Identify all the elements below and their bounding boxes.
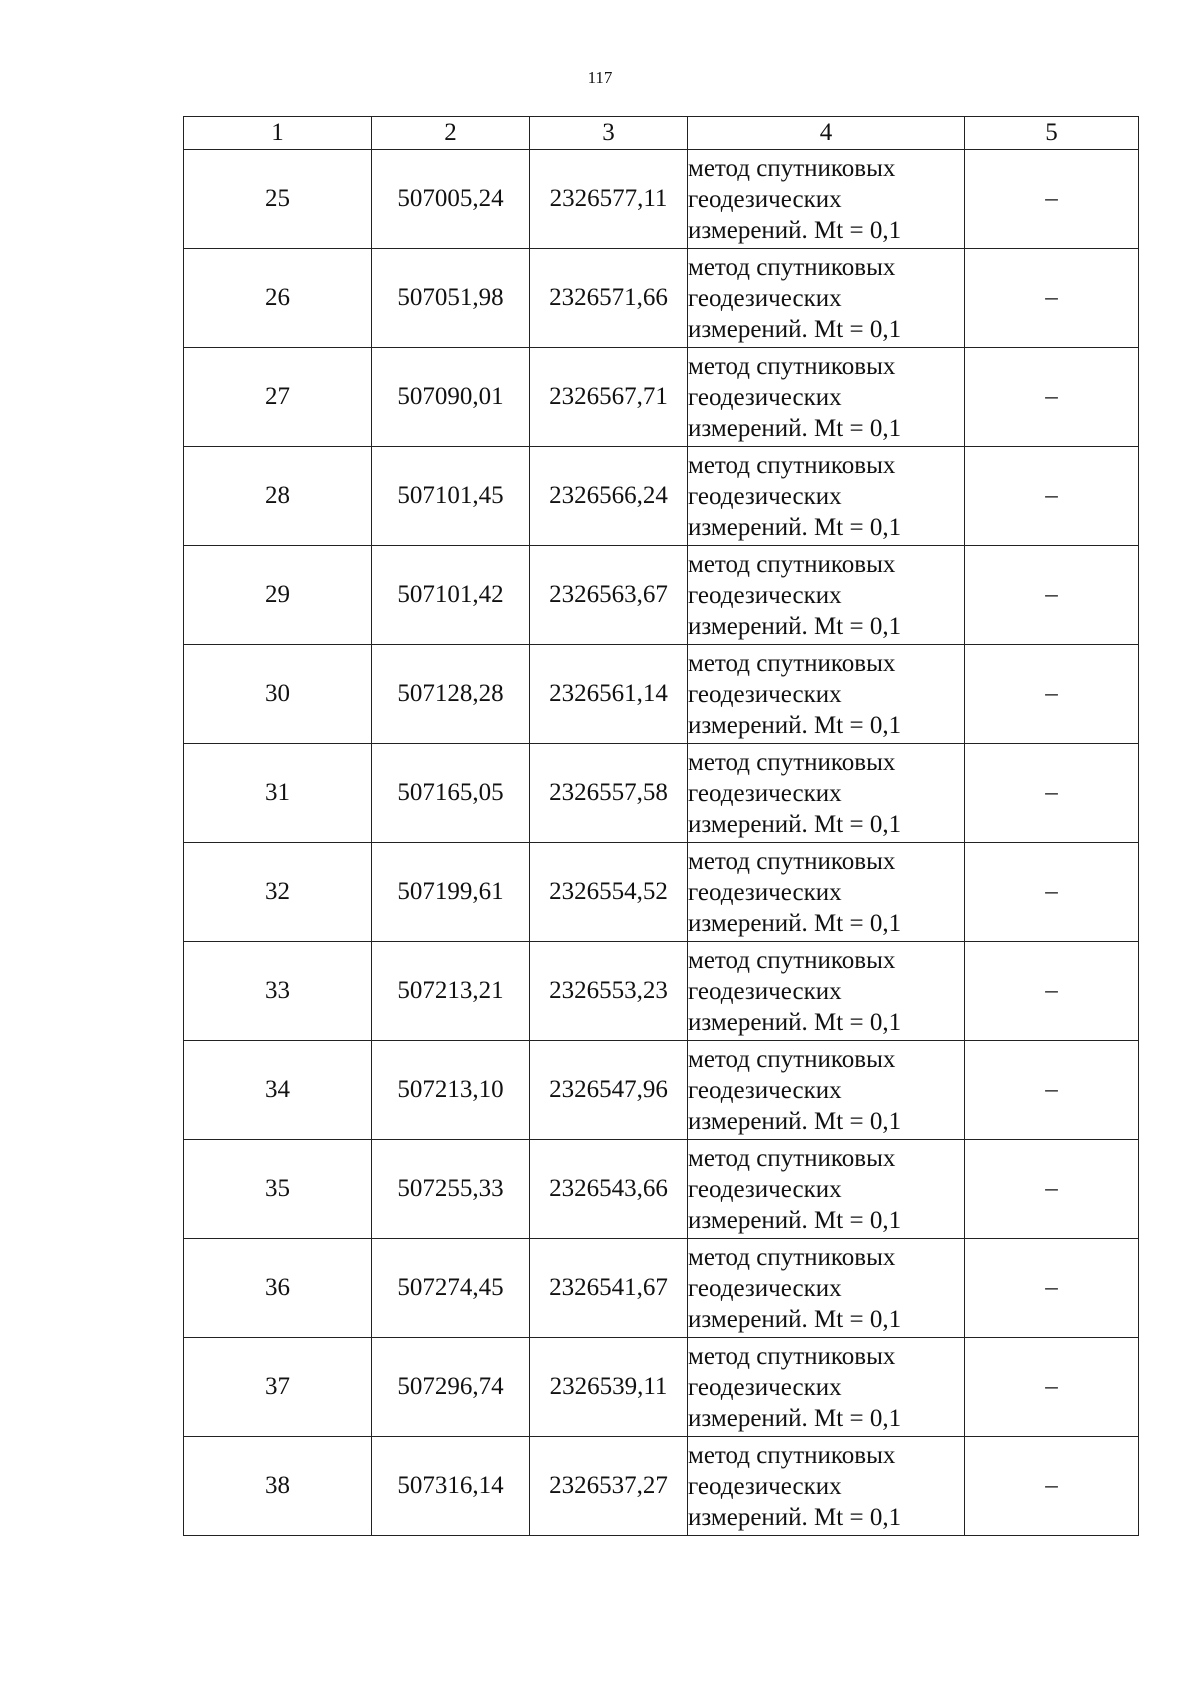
x-coordinate-cell: 507213,21 bbox=[372, 942, 530, 1041]
table-row bbox=[184, 1239, 1139, 1338]
method-cell bbox=[688, 744, 965, 843]
note-cell: – bbox=[965, 942, 1139, 1041]
table-row bbox=[184, 150, 1139, 249]
x-coordinate-cell: 507274,45 bbox=[372, 1239, 530, 1338]
method-line: измерений. Mt = 0,1 bbox=[688, 315, 902, 343]
page-number: 117 bbox=[587, 68, 613, 87]
column-header-2: 2 bbox=[372, 117, 530, 150]
y-coordinate-cell: 2326557,58 bbox=[530, 744, 688, 843]
method-line: геодезических bbox=[688, 284, 842, 312]
method-line: измерений. Mt = 0,1 bbox=[688, 216, 902, 244]
method-cell bbox=[688, 1437, 965, 1536]
y-coordinate-cell: 2326563,67 bbox=[530, 546, 688, 645]
note-cell: – bbox=[965, 843, 1139, 942]
method-line: измерений. Mt = 0,1 bbox=[688, 1404, 902, 1432]
method-line: геодезических bbox=[688, 878, 842, 906]
method-line: метод спутниковых bbox=[688, 550, 896, 578]
column-header-3: 3 bbox=[530, 117, 688, 150]
method-cell bbox=[688, 1140, 965, 1239]
point-number-cell: 26 bbox=[184, 249, 372, 348]
method-line: измерений. Mt = 0,1 bbox=[688, 1305, 902, 1333]
method-line: измерений. Mt = 0,1 bbox=[688, 711, 902, 739]
y-coordinate-cell: 2326561,14 bbox=[530, 645, 688, 744]
x-coordinate-cell: 507101,45 bbox=[372, 447, 530, 546]
method-line: метод спутниковых bbox=[688, 352, 896, 380]
method-line: метод спутниковых bbox=[688, 253, 896, 281]
y-coordinate-cell: 2326566,24 bbox=[530, 447, 688, 546]
table-row bbox=[184, 942, 1139, 1041]
method-line: геодезических bbox=[688, 1076, 842, 1104]
y-coordinate-cell: 2326567,71 bbox=[530, 348, 688, 447]
point-number-cell: 30 bbox=[184, 645, 372, 744]
method-line: геодезических bbox=[688, 1274, 842, 1302]
note-cell: – bbox=[965, 348, 1139, 447]
table-row bbox=[184, 744, 1139, 843]
x-coordinate-cell: 507296,74 bbox=[372, 1338, 530, 1437]
y-coordinate-cell: 2326539,11 bbox=[530, 1338, 688, 1437]
point-number-cell: 28 bbox=[184, 447, 372, 546]
point-number-cell: 32 bbox=[184, 843, 372, 942]
x-coordinate-cell: 507128,28 bbox=[372, 645, 530, 744]
note-cell: – bbox=[965, 1140, 1139, 1239]
table-row bbox=[184, 1140, 1139, 1239]
x-coordinate-cell: 507165,05 bbox=[372, 744, 530, 843]
point-number-cell: 29 bbox=[184, 546, 372, 645]
method-line: метод спутниковых bbox=[688, 1144, 896, 1172]
method-line: измерений. Mt = 0,1 bbox=[688, 612, 902, 640]
note-cell: – bbox=[965, 1041, 1139, 1140]
method-line: геодезических bbox=[688, 1175, 842, 1203]
y-coordinate-cell: 2326554,52 bbox=[530, 843, 688, 942]
method-line: геодезических bbox=[688, 185, 842, 213]
table-row bbox=[184, 348, 1139, 447]
table-row bbox=[184, 1338, 1139, 1437]
note-cell: – bbox=[965, 150, 1139, 249]
method-cell bbox=[688, 1041, 965, 1140]
method-line: геодезических bbox=[688, 581, 842, 609]
method-line: метод спутниковых bbox=[688, 748, 896, 776]
method-line: метод спутниковых bbox=[688, 1441, 896, 1469]
method-line: метод спутниковых bbox=[688, 649, 896, 677]
table-row bbox=[184, 1437, 1139, 1536]
point-number-cell: 25 bbox=[184, 150, 372, 249]
note-cell: – bbox=[965, 744, 1139, 843]
method-cell bbox=[688, 348, 965, 447]
method-line: измерений. Mt = 0,1 bbox=[688, 810, 902, 838]
method-line: измерений. Mt = 0,1 bbox=[688, 909, 902, 937]
note-cell: – bbox=[965, 645, 1139, 744]
table-row bbox=[184, 1041, 1139, 1140]
column-header-1: 1 bbox=[184, 117, 372, 150]
y-coordinate-cell: 2326541,67 bbox=[530, 1239, 688, 1338]
table-row bbox=[184, 645, 1139, 744]
table-header bbox=[184, 117, 1139, 150]
method-line: геодезических bbox=[688, 779, 842, 807]
column-header-5: 5 bbox=[965, 117, 1139, 150]
point-number-cell: 31 bbox=[184, 744, 372, 843]
x-coordinate-cell: 507090,01 bbox=[372, 348, 530, 447]
point-number-cell: 37 bbox=[184, 1338, 372, 1437]
method-cell bbox=[688, 249, 965, 348]
point-number-cell: 34 bbox=[184, 1041, 372, 1140]
y-coordinate-cell: 2326537,27 bbox=[530, 1437, 688, 1536]
method-cell bbox=[688, 645, 965, 744]
coordinates-table bbox=[183, 116, 1139, 1536]
method-cell bbox=[688, 546, 965, 645]
y-coordinate-cell: 2326543,66 bbox=[530, 1140, 688, 1239]
method-line: измерений. Mt = 0,1 bbox=[688, 513, 902, 541]
point-number-cell: 36 bbox=[184, 1239, 372, 1338]
method-line: геодезических bbox=[688, 1472, 842, 1500]
method-line: измерений. Mt = 0,1 bbox=[688, 1107, 902, 1135]
method-line: геодезических bbox=[688, 977, 842, 1005]
x-coordinate-cell: 507005,24 bbox=[372, 150, 530, 249]
table-row bbox=[184, 249, 1139, 348]
method-line: геодезических bbox=[688, 482, 842, 510]
note-cell: – bbox=[965, 1338, 1139, 1437]
note-cell: – bbox=[965, 249, 1139, 348]
method-cell bbox=[688, 942, 965, 1041]
column-header-4: 4 bbox=[688, 117, 965, 150]
table-row bbox=[184, 843, 1139, 942]
note-cell: – bbox=[965, 546, 1139, 645]
method-line: метод спутниковых bbox=[688, 1342, 896, 1370]
method-line: метод спутниковых bbox=[688, 451, 896, 479]
method-line: метод спутниковых bbox=[688, 1045, 896, 1073]
method-line: геодезических bbox=[688, 680, 842, 708]
method-line: метод спутниковых bbox=[688, 847, 896, 875]
y-coordinate-cell: 2326571,66 bbox=[530, 249, 688, 348]
method-line: метод спутниковых bbox=[688, 154, 896, 182]
point-number-cell: 35 bbox=[184, 1140, 372, 1239]
table-row bbox=[184, 447, 1139, 546]
method-cell bbox=[688, 1239, 965, 1338]
x-coordinate-cell: 507316,14 bbox=[372, 1437, 530, 1536]
method-cell bbox=[688, 843, 965, 942]
x-coordinate-cell: 507199,61 bbox=[372, 843, 530, 942]
note-cell: – bbox=[965, 1239, 1139, 1338]
method-cell bbox=[688, 447, 965, 546]
header-row bbox=[184, 117, 1139, 150]
x-coordinate-cell: 507213,10 bbox=[372, 1041, 530, 1140]
x-coordinate-cell: 507101,42 bbox=[372, 546, 530, 645]
method-line: измерений. Mt = 0,1 bbox=[688, 1008, 902, 1036]
method-line: метод спутниковых bbox=[688, 946, 896, 974]
y-coordinate-cell: 2326577,11 bbox=[530, 150, 688, 249]
table-body bbox=[184, 150, 1139, 1536]
method-line: геодезических bbox=[688, 383, 842, 411]
note-cell: – bbox=[965, 1437, 1139, 1536]
method-line: измерений. Mt = 0,1 bbox=[688, 1503, 902, 1531]
method-line: измерений. Mt = 0,1 bbox=[688, 414, 902, 442]
y-coordinate-cell: 2326553,23 bbox=[530, 942, 688, 1041]
method-cell bbox=[688, 1338, 965, 1437]
method-line: метод спутниковых bbox=[688, 1243, 896, 1271]
point-number-cell: 38 bbox=[184, 1437, 372, 1536]
y-coordinate-cell: 2326547,96 bbox=[530, 1041, 688, 1140]
table-row bbox=[184, 546, 1139, 645]
method-line: измерений. Mt = 0,1 bbox=[688, 1206, 902, 1234]
method-cell bbox=[688, 150, 965, 249]
method-line: геодезических bbox=[688, 1373, 842, 1401]
point-number-cell: 33 bbox=[184, 942, 372, 1041]
note-cell: – bbox=[965, 447, 1139, 546]
x-coordinate-cell: 507255,33 bbox=[372, 1140, 530, 1239]
x-coordinate-cell: 507051,98 bbox=[372, 249, 530, 348]
point-number-cell: 27 bbox=[184, 348, 372, 447]
